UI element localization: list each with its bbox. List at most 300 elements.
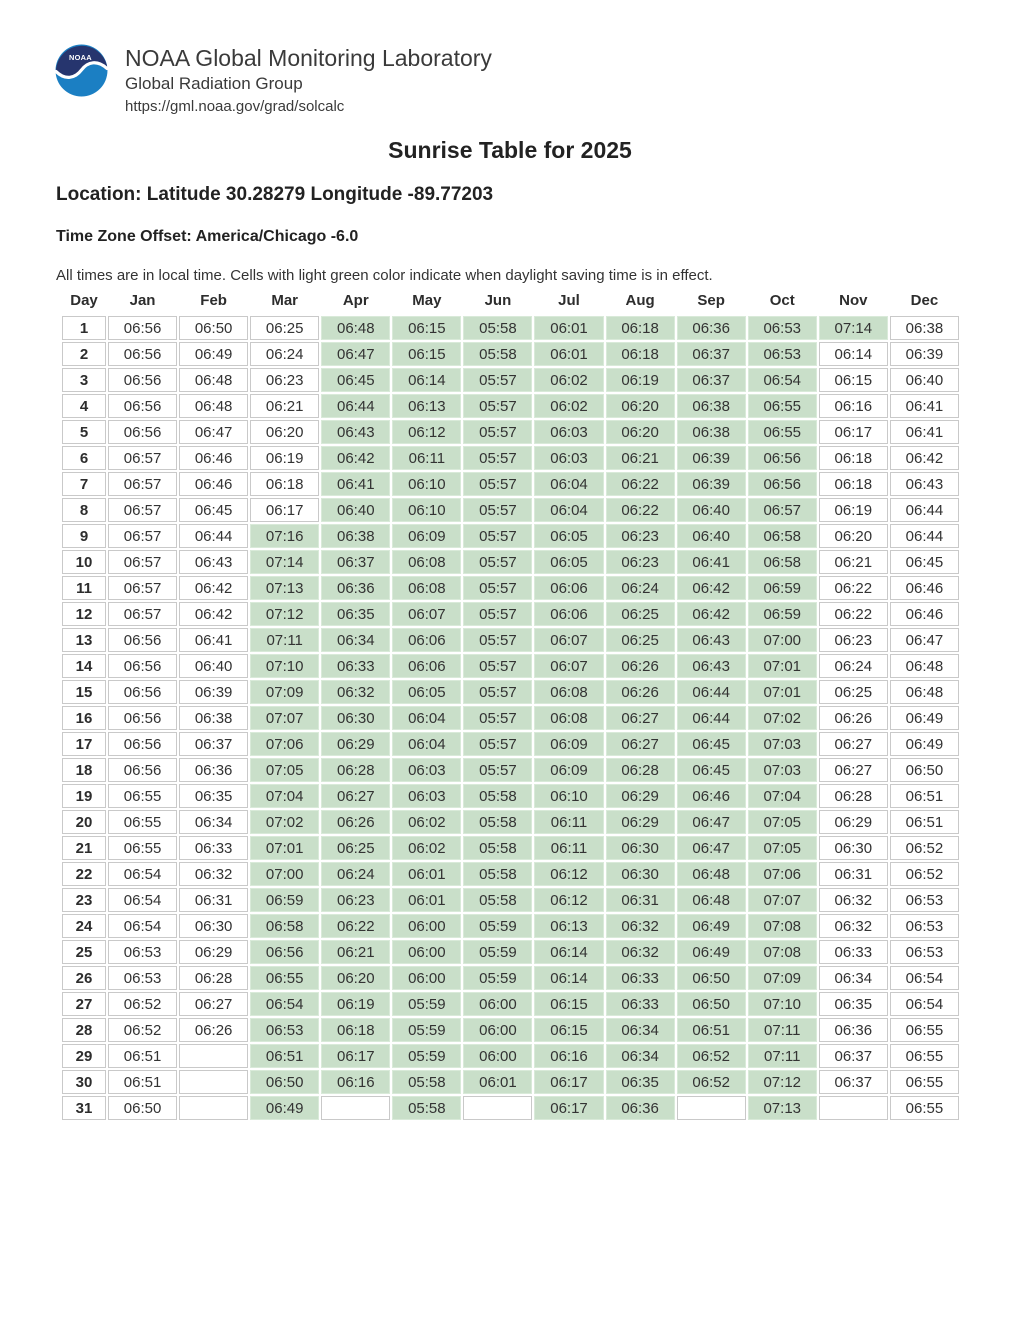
time-cell: 06:07 [534,628,603,652]
table-row [62,420,959,444]
time-cell: 07:00 [250,862,319,886]
empty-cell [179,1070,248,1094]
time-cell: 06:00 [392,966,461,990]
time-cell: 06:11 [534,836,603,860]
time-cell: 06:11 [534,810,603,834]
time-cell: 06:44 [890,524,959,548]
time-cell: 06:30 [606,836,675,860]
time-cell: 06:51 [250,1044,319,1068]
time-cell: 05:59 [463,940,532,964]
time-cell: 05:58 [463,342,532,366]
solcalc-url: https://gml.noaa.gov/grad/solcalc [125,97,345,115]
time-cell: 07:08 [748,914,817,938]
time-cell: 07:04 [250,784,319,808]
time-cell: 06:08 [392,550,461,574]
time-cell: 06:27 [819,758,888,782]
time-cell: 06:19 [606,368,675,392]
time-cell: 06:56 [108,342,177,366]
time-cell: 06:23 [606,524,675,548]
time-cell: 07:10 [250,654,319,678]
time-cell: 06:57 [108,602,177,626]
time-cell: 06:08 [534,680,603,704]
time-cell: 06:53 [748,316,817,340]
time-cell: 07:03 [748,758,817,782]
time-cell: 06:47 [321,342,390,366]
time-cell: 06:52 [108,992,177,1016]
table-row [62,498,959,522]
table-row [62,914,959,938]
empty-cell [179,1096,248,1120]
time-cell: 06:38 [321,524,390,548]
time-cell: 06:42 [179,576,248,600]
time-cell: 06:43 [890,472,959,496]
time-cell: 06:49 [890,706,959,730]
location-line: Location: Latitude 30.28279 Longitude -89.77203 [56,184,494,205]
time-cell: 06:39 [677,446,746,470]
site-header [55,44,492,116]
time-cell: 06:03 [392,758,461,782]
time-cell: 06:22 [606,498,675,522]
time-cell: 06:27 [321,784,390,808]
time-cell: 06:51 [890,784,959,808]
time-cell: 06:52 [677,1070,746,1094]
time-cell: 06:28 [179,966,248,990]
time-cell: 05:57 [463,472,532,496]
time-cell: 06:39 [677,472,746,496]
time-cell: 06:46 [890,576,959,600]
time-cell: 06:18 [321,1018,390,1042]
time-cell: 06:38 [677,394,746,418]
time-cell: 07:12 [748,1070,817,1094]
day-cell: 12 [62,602,106,626]
time-cell: 06:37 [819,1070,888,1094]
time-cell: 06:06 [534,602,603,626]
time-cell: 06:57 [108,446,177,470]
time-cell: 06:56 [108,732,177,756]
time-cell: 06:54 [108,888,177,912]
time-cell: 06:10 [534,784,603,808]
time-cell: 06:23 [606,550,675,574]
time-cell: 06:01 [392,888,461,912]
time-cell: 05:59 [392,992,461,1016]
time-cell: 06:12 [392,420,461,444]
time-cell: 06:48 [890,680,959,704]
time-cell: 06:08 [534,706,603,730]
time-cell: 06:34 [606,1018,675,1042]
time-cell: 07:03 [748,732,817,756]
time-cell: 06:17 [534,1096,603,1120]
time-cell: 06:23 [819,628,888,652]
time-cell: 06:25 [606,602,675,626]
time-cell: 06:36 [819,1018,888,1042]
time-cell: 06:18 [819,446,888,470]
time-cell: 06:24 [321,862,390,886]
time-cell: 06:55 [108,836,177,860]
time-cell: 06:35 [321,602,390,626]
time-cell: 05:57 [463,498,532,522]
time-cell: 06:21 [250,394,319,418]
time-cell: 06:51 [108,1044,177,1068]
time-cell: 06:46 [179,472,248,496]
day-cell: 17 [62,732,106,756]
time-cell: 06:25 [321,836,390,860]
table-head [62,288,959,314]
time-cell: 07:12 [250,602,319,626]
time-cell: 07:01 [748,680,817,704]
time-cell: 06:45 [677,732,746,756]
time-cell: 06:05 [392,680,461,704]
day-cell: 27 [62,992,106,1016]
time-cell: 06:43 [321,420,390,444]
time-cell: 06:25 [250,316,319,340]
time-cell: 06:53 [890,914,959,938]
time-cell: 07:09 [748,966,817,990]
time-cell: 06:19 [321,992,390,1016]
table-row [62,394,959,418]
column-header: May [412,291,442,309]
time-cell: 07:02 [748,706,817,730]
time-cell: 06:37 [179,732,248,756]
time-cell: 05:59 [392,1018,461,1042]
time-cell: 06:43 [179,550,248,574]
time-cell: 06:01 [534,316,603,340]
column-header: Nov [839,291,868,309]
time-cell: 07:11 [748,1044,817,1068]
column-header: Jan [129,291,156,309]
table-row [62,888,959,912]
time-cell: 06:20 [321,966,390,990]
time-cell: 06:03 [392,784,461,808]
time-cell: 05:57 [463,654,532,678]
time-cell: 06:02 [392,836,461,860]
time-cell: 06:04 [534,472,603,496]
table-row [62,316,959,340]
time-cell: 06:42 [179,602,248,626]
time-cell: 07:01 [250,836,319,860]
time-cell: 06:48 [677,888,746,912]
time-cell: 06:49 [179,342,248,366]
time-cell: 05:57 [463,706,532,730]
time-cell: 06:54 [890,992,959,1016]
time-cell: 06:37 [321,550,390,574]
time-cell: 06:58 [748,550,817,574]
day-cell: 24 [62,914,106,938]
time-cell: 06:37 [677,342,746,366]
day-cell: 13 [62,628,106,652]
time-cell: 07:11 [748,1018,817,1042]
time-cell: 06:20 [606,420,675,444]
time-cell: 07:02 [250,810,319,834]
time-cell: 06:09 [534,758,603,782]
time-cell: 06:27 [606,706,675,730]
time-cell: 06:39 [890,342,959,366]
time-cell: 06:02 [392,810,461,834]
time-cell: 06:15 [534,992,603,1016]
time-cell: 06:54 [108,862,177,886]
time-cell: 07:05 [250,758,319,782]
time-cell: 05:59 [392,1044,461,1068]
time-cell: 06:32 [321,680,390,704]
time-cell: 06:54 [250,992,319,1016]
time-cell: 06:20 [819,524,888,548]
org-name: NOAA Global Monitoring Laboratory [125,45,492,71]
time-cell: 06:56 [108,368,177,392]
time-cell: 06:50 [108,1096,177,1120]
time-cell: 07:14 [819,316,888,340]
time-cell: 06:18 [819,472,888,496]
time-cell: 06:41 [321,472,390,496]
time-cell: 06:30 [819,836,888,860]
time-cell: 06:52 [108,1018,177,1042]
time-cell: 05:57 [463,368,532,392]
time-cell: 05:57 [463,680,532,704]
table-row [62,1070,959,1094]
time-cell: 06:32 [606,914,675,938]
time-cell: 06:54 [890,966,959,990]
time-cell: 05:58 [463,316,532,340]
time-cell: 06:26 [819,706,888,730]
time-cell: 07:10 [748,992,817,1016]
time-cell: 06:41 [890,420,959,444]
time-cell: 06:19 [819,498,888,522]
time-cell: 06:42 [677,576,746,600]
time-cell: 06:21 [606,446,675,470]
time-cell: 06:34 [606,1044,675,1068]
time-cell: 05:57 [463,550,532,574]
column-header: Day [70,291,98,309]
time-cell: 06:44 [890,498,959,522]
time-cell: 06:55 [108,810,177,834]
time-cell: 06:05 [534,550,603,574]
time-cell: 06:49 [890,732,959,756]
table-row [62,992,959,1016]
table-row [62,1018,959,1042]
table-row [62,446,959,470]
table-row [62,784,959,808]
time-cell: 06:55 [748,394,817,418]
time-cell: 06:58 [748,524,817,548]
table-row [62,472,959,496]
time-cell: 05:57 [463,420,532,444]
day-cell: 2 [62,342,106,366]
time-cell: 06:14 [534,966,603,990]
time-cell: 06:56 [108,706,177,730]
time-cell: 06:15 [534,1018,603,1042]
time-cell: 07:06 [748,862,817,886]
time-cell: 06:34 [819,966,888,990]
time-cell: 06:31 [819,862,888,886]
time-cell: 06:28 [819,784,888,808]
time-cell: 06:26 [321,810,390,834]
time-cell: 06:10 [392,472,461,496]
time-cell: 06:16 [534,1044,603,1068]
time-cell: 06:51 [108,1070,177,1094]
time-cell: 06:43 [677,654,746,678]
time-cell: 06:18 [606,342,675,366]
time-cell: 06:09 [534,732,603,756]
day-cell: 16 [62,706,106,730]
table-row [62,966,959,990]
time-cell: 06:04 [392,706,461,730]
time-cell: 06:20 [250,420,319,444]
time-cell: 06:42 [890,446,959,470]
day-cell: 18 [62,758,106,782]
time-cell: 07:13 [250,576,319,600]
header-row [62,288,959,314]
column-header: Sep [697,291,725,309]
time-cell: 06:43 [677,628,746,652]
time-cell: 06:22 [321,914,390,938]
day-cell: 10 [62,550,106,574]
time-cell: 05:57 [463,732,532,756]
day-cell: 14 [62,654,106,678]
time-cell: 06:58 [250,914,319,938]
time-cell: 06:29 [606,810,675,834]
time-cell: 06:00 [463,1018,532,1042]
time-cell: 06:35 [819,992,888,1016]
time-cell: 06:17 [534,1070,603,1094]
day-cell: 21 [62,836,106,860]
time-cell: 06:40 [321,498,390,522]
day-cell: 19 [62,784,106,808]
time-cell: 06:53 [890,888,959,912]
day-cell: 28 [62,1018,106,1042]
time-cell: 06:00 [463,1044,532,1068]
time-cell: 06:45 [179,498,248,522]
time-cell: 06:36 [179,758,248,782]
time-cell: 06:56 [748,472,817,496]
time-cell: 06:13 [534,914,603,938]
time-cell: 06:33 [819,940,888,964]
time-cell: 06:46 [890,602,959,626]
time-cell: 06:47 [677,836,746,860]
time-cell: 06:48 [321,316,390,340]
time-cell: 06:59 [250,888,319,912]
time-cell: 06:31 [606,888,675,912]
time-cell: 05:57 [463,758,532,782]
table-row [62,706,959,730]
time-cell: 06:36 [606,1096,675,1120]
time-cell: 06:59 [748,576,817,600]
time-cell: 07:16 [250,524,319,548]
time-cell: 06:54 [108,914,177,938]
day-cell: 15 [62,680,106,704]
time-cell: 06:37 [819,1044,888,1068]
time-cell: 06:29 [321,732,390,756]
column-header: Jun [484,291,512,309]
empty-cell [463,1096,532,1120]
day-cell: 9 [62,524,106,548]
time-cell: 06:06 [534,576,603,600]
time-cell: 06:36 [677,316,746,340]
day-cell: 29 [62,1044,106,1068]
time-cell: 06:55 [890,1044,959,1068]
time-cell: 06:40 [179,654,248,678]
time-cell: 06:08 [392,576,461,600]
time-cell: 07:05 [748,836,817,860]
time-cell: 06:38 [179,706,248,730]
time-cell: 06:48 [677,862,746,886]
time-cell: 06:39 [179,680,248,704]
time-cell: 06:38 [677,420,746,444]
time-cell: 06:56 [108,654,177,678]
time-cell: 06:50 [890,758,959,782]
time-cell: 06:42 [677,602,746,626]
time-cell: 06:32 [179,862,248,886]
time-cell: 06:25 [606,628,675,652]
time-cell: 06:30 [606,862,675,886]
time-cell: 07:13 [748,1096,817,1120]
time-cell: 06:45 [890,550,959,574]
table-row [62,758,959,782]
time-cell: 06:51 [890,810,959,834]
time-cell: 06:07 [392,602,461,626]
time-cell: 06:15 [392,316,461,340]
time-cell: 05:58 [463,862,532,886]
time-cell: 06:50 [677,992,746,1016]
time-cell: 06:38 [890,316,959,340]
time-cell: 06:12 [534,862,603,886]
empty-cell [321,1096,390,1120]
time-cell: 07:07 [250,706,319,730]
time-cell: 06:19 [250,446,319,470]
time-cell: 06:57 [108,550,177,574]
time-cell: 06:35 [606,1070,675,1094]
day-cell: 20 [62,810,106,834]
time-cell: 06:46 [179,446,248,470]
time-cell: 06:56 [108,628,177,652]
time-cell: 06:56 [748,446,817,470]
time-cell: 06:35 [179,784,248,808]
table-row [62,836,959,860]
time-cell: 06:14 [392,368,461,392]
time-cell: 06:57 [108,524,177,548]
time-cell: 06:55 [890,1070,959,1094]
time-cell: 05:57 [463,446,532,470]
table-row [62,862,959,886]
time-cell: 06:02 [534,368,603,392]
table-row [62,550,959,574]
time-cell: 06:04 [534,498,603,522]
time-cell: 06:30 [321,706,390,730]
time-cell: 06:18 [250,472,319,496]
time-cell: 06:53 [748,342,817,366]
time-cell: 07:07 [748,888,817,912]
time-cell: 06:33 [179,836,248,860]
time-cell: 07:05 [748,810,817,834]
time-cell: 06:56 [108,316,177,340]
time-cell: 06:52 [890,862,959,886]
time-cell: 06:50 [250,1070,319,1094]
time-cell: 06:55 [108,784,177,808]
time-cell: 06:25 [819,680,888,704]
time-cell: 07:11 [250,628,319,652]
time-cell: 06:27 [606,732,675,756]
time-cell: 06:54 [748,368,817,392]
time-cell: 05:58 [463,888,532,912]
time-cell: 06:44 [179,524,248,548]
time-cell: 06:53 [108,966,177,990]
empty-cell [677,1096,746,1120]
time-cell: 06:56 [108,420,177,444]
time-cell: 06:53 [890,940,959,964]
day-cell: 8 [62,498,106,522]
time-cell: 06:17 [250,498,319,522]
time-cell: 06:41 [179,628,248,652]
time-cell: 06:49 [677,940,746,964]
time-cell: 05:57 [463,602,532,626]
time-cell: 06:31 [179,888,248,912]
